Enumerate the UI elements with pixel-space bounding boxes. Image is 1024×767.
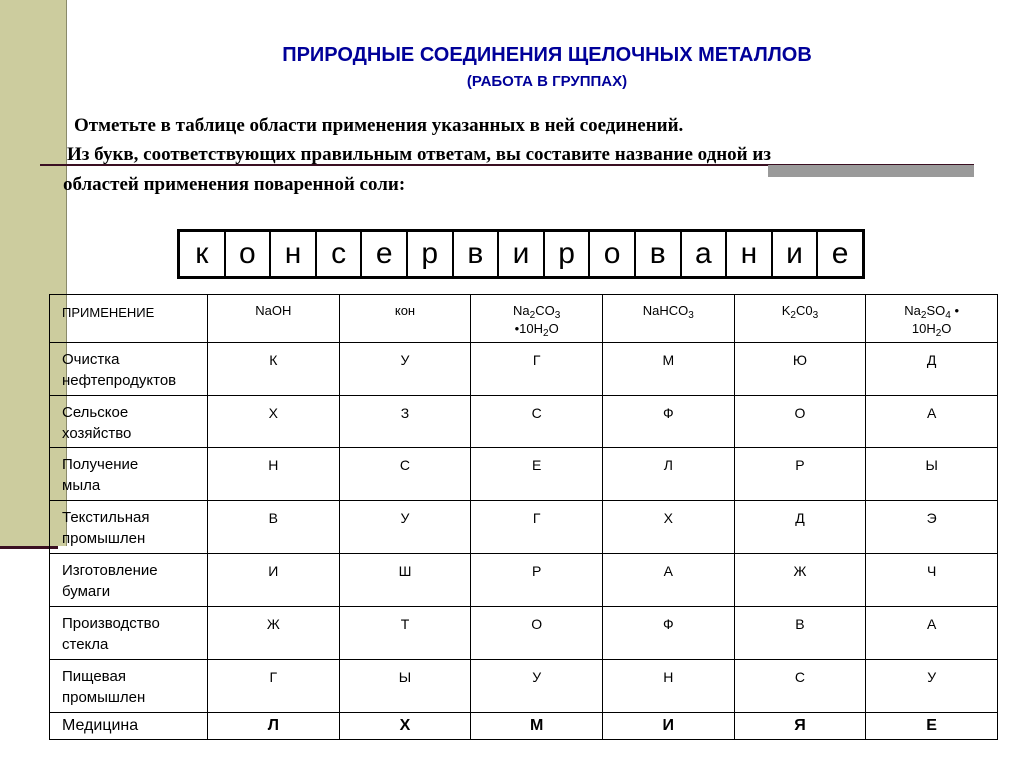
answer-letter-cell: с <box>315 232 361 276</box>
table-cell-letter: Ч <box>866 554 998 607</box>
row-label <box>50 448 208 501</box>
table-cell-letter: А <box>866 395 998 448</box>
table-cell-letter: Р <box>734 448 866 501</box>
table-cell-letter: Ф <box>602 607 734 660</box>
table-cell-letter: С <box>339 448 471 501</box>
table-cell-letter: К <box>208 342 340 395</box>
row-label <box>50 607 208 660</box>
table-row <box>50 501 998 554</box>
answer-letter-cell: а <box>680 232 726 276</box>
table-cell-letter: Ы <box>339 660 471 713</box>
table-cell-letter: Г <box>471 342 603 395</box>
table-cell-letter: Н <box>208 448 340 501</box>
table-cell-letter: Ы <box>866 448 998 501</box>
row-label <box>50 501 208 554</box>
formula-subscript: 2 <box>543 328 549 339</box>
row-label <box>50 395 208 448</box>
table-cell-letter: У <box>339 342 471 395</box>
column-header-formula <box>339 295 471 343</box>
instruction-line-2: Из букв, соответствующих правильным ответам, вы составите название одной из <box>67 144 771 165</box>
answer-letter-cell: н <box>725 232 771 276</box>
row-label-line: бумаги <box>62 583 111 601</box>
table-cell-letter: А <box>602 554 734 607</box>
table-cell-letter: Х <box>208 395 340 448</box>
row-label-line: Очистка <box>62 350 120 368</box>
answer-letter-cell: и <box>771 232 817 276</box>
column-header-formula <box>866 295 998 343</box>
row-label-line: хозяйство <box>62 424 132 442</box>
table-header-row <box>50 295 998 343</box>
table-cell-letter: И <box>602 712 734 739</box>
table-cell-letter: Е <box>471 448 603 501</box>
formula-part: C0 <box>795 303 813 318</box>
table-cell-letter: Я <box>734 712 866 739</box>
row-label-line: стекла <box>62 636 109 654</box>
table-cell-letter: Л <box>602 448 734 501</box>
table-cell-letter: С <box>734 660 866 713</box>
table-cell-letter: Ж <box>734 554 866 607</box>
formula-part: •10H <box>514 321 543 336</box>
table-cell-letter: Л <box>208 712 340 739</box>
answer-word-strip <box>177 229 865 279</box>
instruction-line-1: Отметьте в таблице области применения указанных в ней соединений. <box>74 115 684 136</box>
table-cell-letter: С <box>471 395 603 448</box>
slide-title: ПРИРОДНЫЕ СОЕДИНЕНИЯ ЩЕЛОЧНЫХ МЕТАЛЛОВ <box>282 44 812 66</box>
table-cell-letter: О <box>734 395 866 448</box>
formula-subscript: 3 <box>688 310 694 321</box>
table-cell-letter: Ф <box>602 395 734 448</box>
table-cell-letter: Д <box>734 501 866 554</box>
compounds-table <box>49 294 998 740</box>
answer-letter-cell: р <box>406 232 452 276</box>
formula-part: O <box>548 321 559 336</box>
answer-letter-cell: в <box>634 232 680 276</box>
row-label-line: мыла <box>62 477 101 495</box>
row-label-line: Получение <box>62 456 139 474</box>
formula-subscript: 3 <box>554 310 561 321</box>
table-cell-letter: М <box>471 712 603 739</box>
answer-letter-cell: н <box>269 232 315 276</box>
formula-part: K <box>781 303 791 318</box>
formula-part: NaHCO <box>642 303 689 318</box>
table-cell-letter: Д <box>866 342 998 395</box>
table-cell-letter: Х <box>602 501 734 554</box>
answer-letter-cell: к <box>195 237 209 270</box>
table-cell-letter: О <box>471 607 603 660</box>
table-row <box>50 342 998 395</box>
table-cell-letter: З <box>339 395 471 448</box>
row-label <box>50 660 208 713</box>
formula-subscript: 2 <box>529 310 536 321</box>
formula-subscript: 2 <box>790 310 796 321</box>
row-label-line: Изготовление <box>62 562 158 580</box>
answer-letter-cell: е <box>360 232 406 276</box>
formula-part: Na <box>904 303 921 318</box>
formula-part: Na <box>513 303 530 318</box>
table-row <box>50 554 998 607</box>
table-row <box>50 607 998 660</box>
column-header-formula <box>471 295 603 343</box>
formula-subscript: 2 <box>920 310 927 321</box>
formula-subscript: 3 <box>812 310 819 321</box>
column-header-formula <box>208 295 340 343</box>
table-cell-letter: У <box>339 501 471 554</box>
answer-letter-cell: р <box>543 232 589 276</box>
table-cell-letter: А <box>866 607 998 660</box>
formula-part: • <box>950 303 959 318</box>
formula-subscript: 4 <box>945 310 951 321</box>
row-label-line: Пищевая <box>62 668 126 686</box>
answer-letter-cell: и <box>497 232 543 276</box>
answer-letter-cell: о <box>588 232 634 276</box>
table-cell-letter: Ш <box>339 554 471 607</box>
table-cell-letter: В <box>734 607 866 660</box>
row-label-line: Производство <box>62 615 160 633</box>
row-label <box>50 342 208 395</box>
table-cell-letter: Н <box>602 660 734 713</box>
table-cell-letter: Г <box>471 501 603 554</box>
column-header-formula <box>734 295 866 343</box>
table-cell-letter: Т <box>339 607 471 660</box>
table-cell-letter: Е <box>866 712 998 739</box>
table-cell-letter: Э <box>866 501 998 554</box>
slide-subtitle: (РАБОТА В ГРУППАХ) <box>466 73 628 90</box>
table-cell-letter: Г <box>208 660 340 713</box>
formula-part: CO <box>535 303 555 318</box>
row-label-line: Медицина <box>62 717 139 735</box>
table-cell-letter: В <box>208 501 340 554</box>
table-cell-letter: И <box>208 554 340 607</box>
formula-part: O <box>941 321 952 336</box>
corner-label: ПРИМЕНЕНИЕ <box>50 295 208 343</box>
answer-letter-cell: е <box>816 232 862 276</box>
formula-part: NaOH <box>255 303 292 318</box>
decor-grey-bar <box>768 165 974 177</box>
table-cell-letter: Р <box>471 554 603 607</box>
row-label <box>50 712 208 739</box>
table-cell-letter: Х <box>339 712 471 739</box>
table-row <box>50 712 998 739</box>
row-label-line: Текстильная <box>62 509 150 527</box>
formula-part: 10H <box>911 321 936 336</box>
formula-part: кон <box>394 303 416 318</box>
row-label-line: Сельское <box>62 403 129 421</box>
table-row <box>50 395 998 448</box>
answer-letter-cell: о <box>224 232 270 276</box>
table-row <box>50 660 998 713</box>
column-header-formula <box>602 295 734 343</box>
formula-part: SO <box>926 303 946 318</box>
table-cell-letter: Ж <box>208 607 340 660</box>
row-label-line: промышлен <box>62 689 146 707</box>
table-cell-letter: М <box>602 342 734 395</box>
formula-subscript: 2 <box>935 328 942 339</box>
table-cell-letter: Ю <box>734 342 866 395</box>
row-label-line: нефтепродуктов <box>62 371 177 389</box>
row-label-line: промышлен <box>62 530 146 548</box>
answer-letter-cell: в <box>452 232 498 276</box>
table-cell-letter: У <box>866 660 998 713</box>
row-label <box>50 554 208 607</box>
instruction-line-3: областей применения поваренной соли: <box>63 174 406 195</box>
table-cell-letter: У <box>471 660 603 713</box>
table-row <box>50 448 998 501</box>
